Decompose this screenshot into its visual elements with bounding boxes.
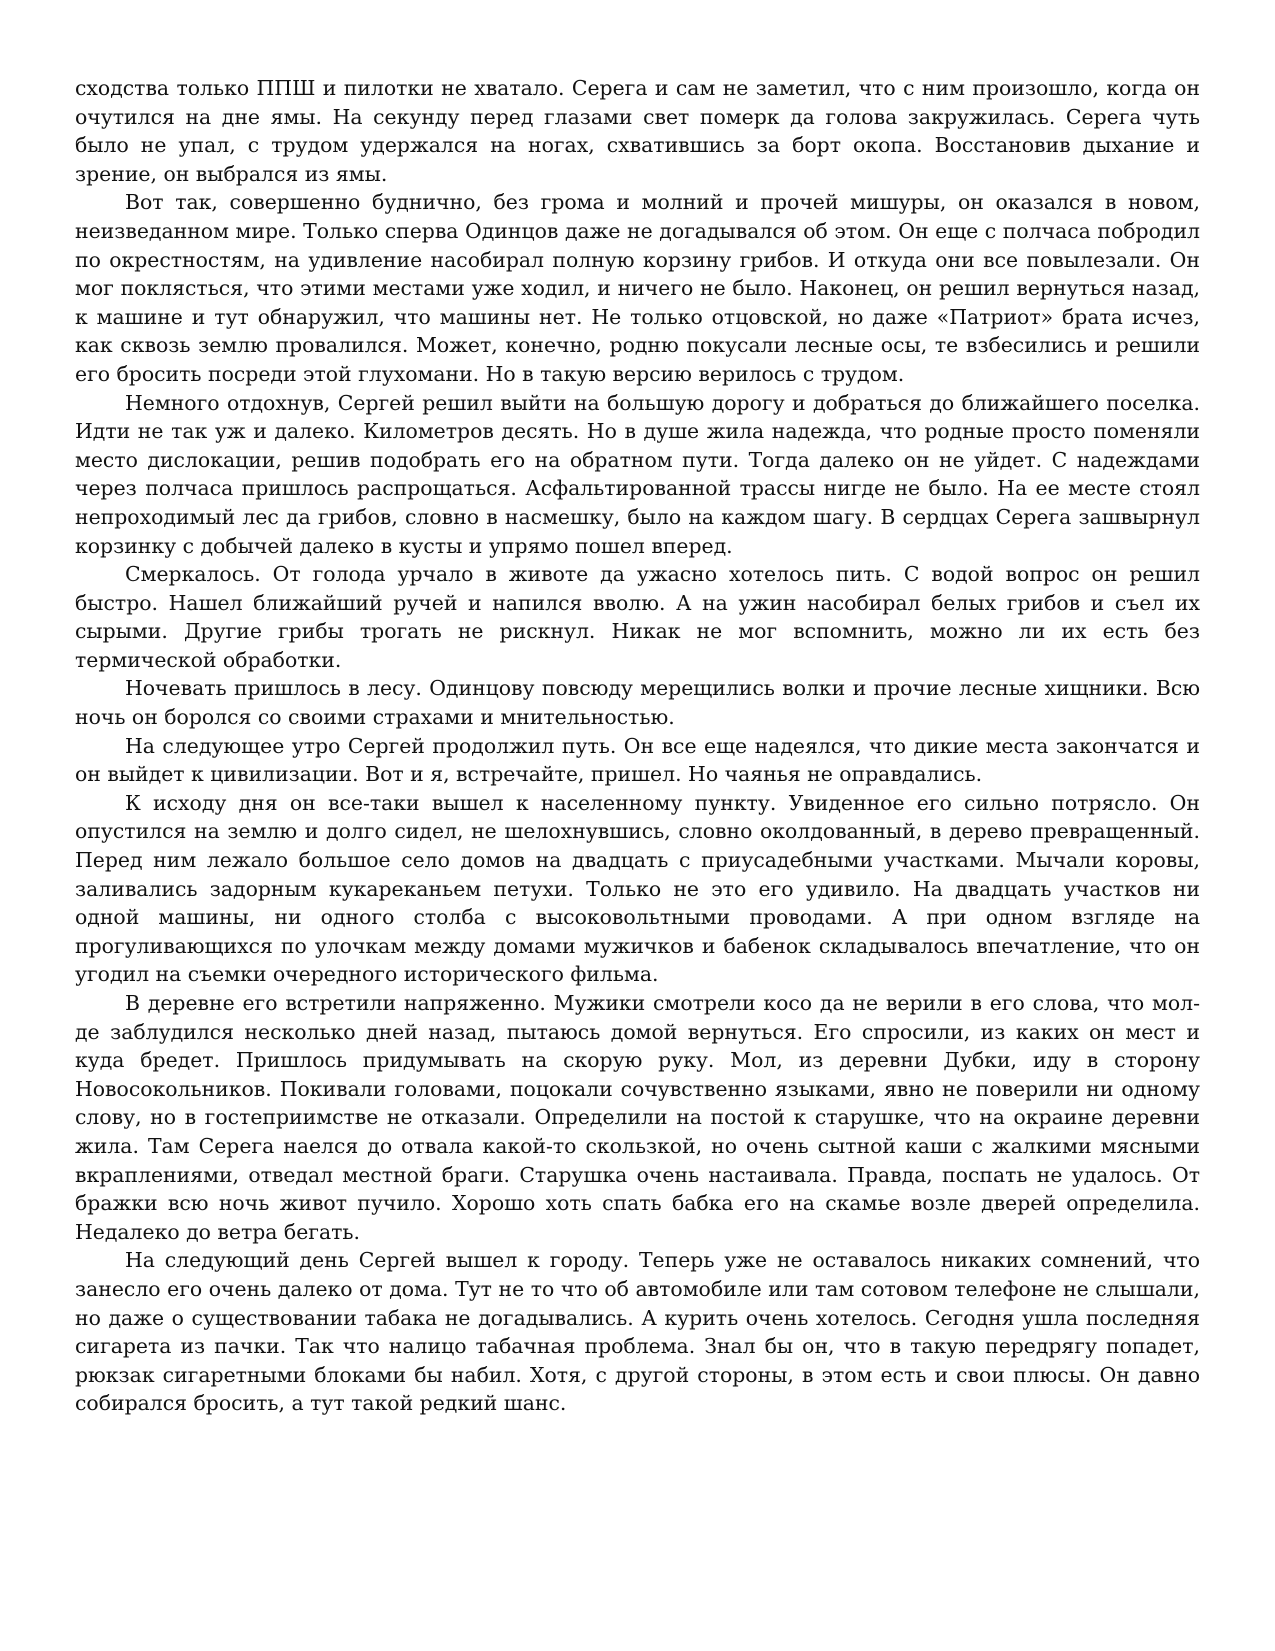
document-page — [75, 74, 1200, 1418]
paragraph-4: Смеркалось. От голода урчало в животе да ужасно хотелось пить. С водой вопрос он решил быстро. Нашел ближайший ручей и напился вволю. А на ужин насобирал белых грибов и съел их сырыми. Другие грибы трогать не рискнул. Никак не мог вспомнить, можно ли их есть без термической обработки. — [75, 562, 1200, 672]
paragraph-8: В деревне его встретили напряженно. Мужики смотрели косо да не верили в его слова, что мол-де заблудился несколько дней назад, пытаюсь домой вернуться. Его спросили, из каких он мест и куда бредет. Пришлось придумывать на скорую руку. Мол, из деревни Дубки, иду в сторону Новосокольников. Покивали головами, поцокали сочувственно языками, явно не поверили ни одному слову, но в гостеприимстве не отказали. Определили на постой к старушке, что на окраине деревни жила. Там Серега наелся до отвала какой-то скользкой, но очень сытной каши с жалкими мясными вкраплениями, отведал местной браги. Старушка очень настаивала. Правда, поспать не удалось. От бражки всю ночь живот пучило. Хорошо хоть спать бабка его на скамье возле дверей определила. Недалеко до ветра бегать. — [75, 991, 1200, 1244]
paragraph-9: На следующий день Сергей вышел к городу. Теперь уже не оставалось никаких сомнений, что занесло его очень далеко от дома. Тут не то что об автомобиле или там сотовом телефоне не слышали, но даже о существовании табака не догадывались. А курить очень хотелось. Сегодня ушла последняя сигарета из пачки. Так что налицо табачная проблема. Знал бы он, что в такую передрягу попадет, рюкзак сигаретными блоками бы набил. Хотя, с другой стороны, в этом есть и свои плюсы. Он давно собирался бросить, а тут такой редкий шанс. — [75, 1248, 1200, 1416]
paragraph-2: Вот так, совершенно буднично, без грома и молний и прочей мишуры, он оказался в новом, неизведанном мире. Только сперва Одинцов даже не догадывался об этом. Он еще с полчаса побродил по окрестностям, на удивление насобирал полную корзину грибов. И откуда они все повылезали. Он мог поклясться, что этими местами уже ходил, и ничего не было. Наконец, он решил вернуться назад, к машине и тут обнаружил, что машины нет. Не только отцовской, но даже «Патриот» брата исчез, как сквозь землю провалился. Может, конечно, родню покусали лесные осы, те взбесились и решили его бросить посреди этой глухомани. Но в такую версию верилось с трудом. — [75, 190, 1200, 386]
paragraph-3: Немного отдохнув, Сергей решил выйти на большую дорогу и добраться до ближайшего поселка. Идти не так уж и далеко. Километров десять. Но в душе жила надежда, что родные просто поменяли место дислокации, решив подобрать его на обратном пути. Тогда далеко он не уйдет. С надеждами через полчаса пришлось распрощаться. Асфальтированной трассы нигде не было. На ее месте стоял непроходимый лес да грибов, словно в насмешку, было на каждом шагу. В сердцах Серега зашвырнул корзинку с добычей далеко в кусты и упрямо пошел вперед. — [75, 390, 1200, 558]
paragraph-6: На следующее утро Сергей продолжил путь. Он все еще надеялся, что дикие места закончатся и он выйдет к цивилизации. Вот и я, встречайте, пришел. Но чаянья не оправдались. — [75, 733, 1200, 787]
paragraph-5: Ночевать пришлось в лесу. Одинцову повсюду мерещились волки и прочие лесные хищники. Всю ночь он боролся со своими страхами и мнительностью. — [75, 676, 1200, 730]
paragraph-7: К исходу дня он все-таки вышел к населенному пункту. Увиденное его сильно потрясло. Он опустился на землю и долго сидел, не шелохнувшись, словно околдованный, в дерево превращенный. Перед ним лежало большое село домов на двадцать с приусадебными участками. Мычали коровы, заливались задорным кукареканьем петухи. Только не это его удивило. На двадцать участков ни одной машины, ни одного столба с высоковольтными проводами. А при одном взгляде на прогуливающихся по улочкам между домами мужичков и бабенок складывалось впечатление, что он угодил на съемки очередного исторического фильма. — [75, 790, 1200, 987]
paragraph-1: сходства только ППШ и пилотки не хватало. Серега и сам не заметил, что с ним произошло, когда он очутился на дне ямы. На секунду перед глазами свет померк да голова закружилась. Серега чуть было не упал, с трудом удержался на ногах, схватившись за борт окопа. Восстановив дыхание и зрение, он выбрался из ямы. — [75, 76, 1200, 186]
